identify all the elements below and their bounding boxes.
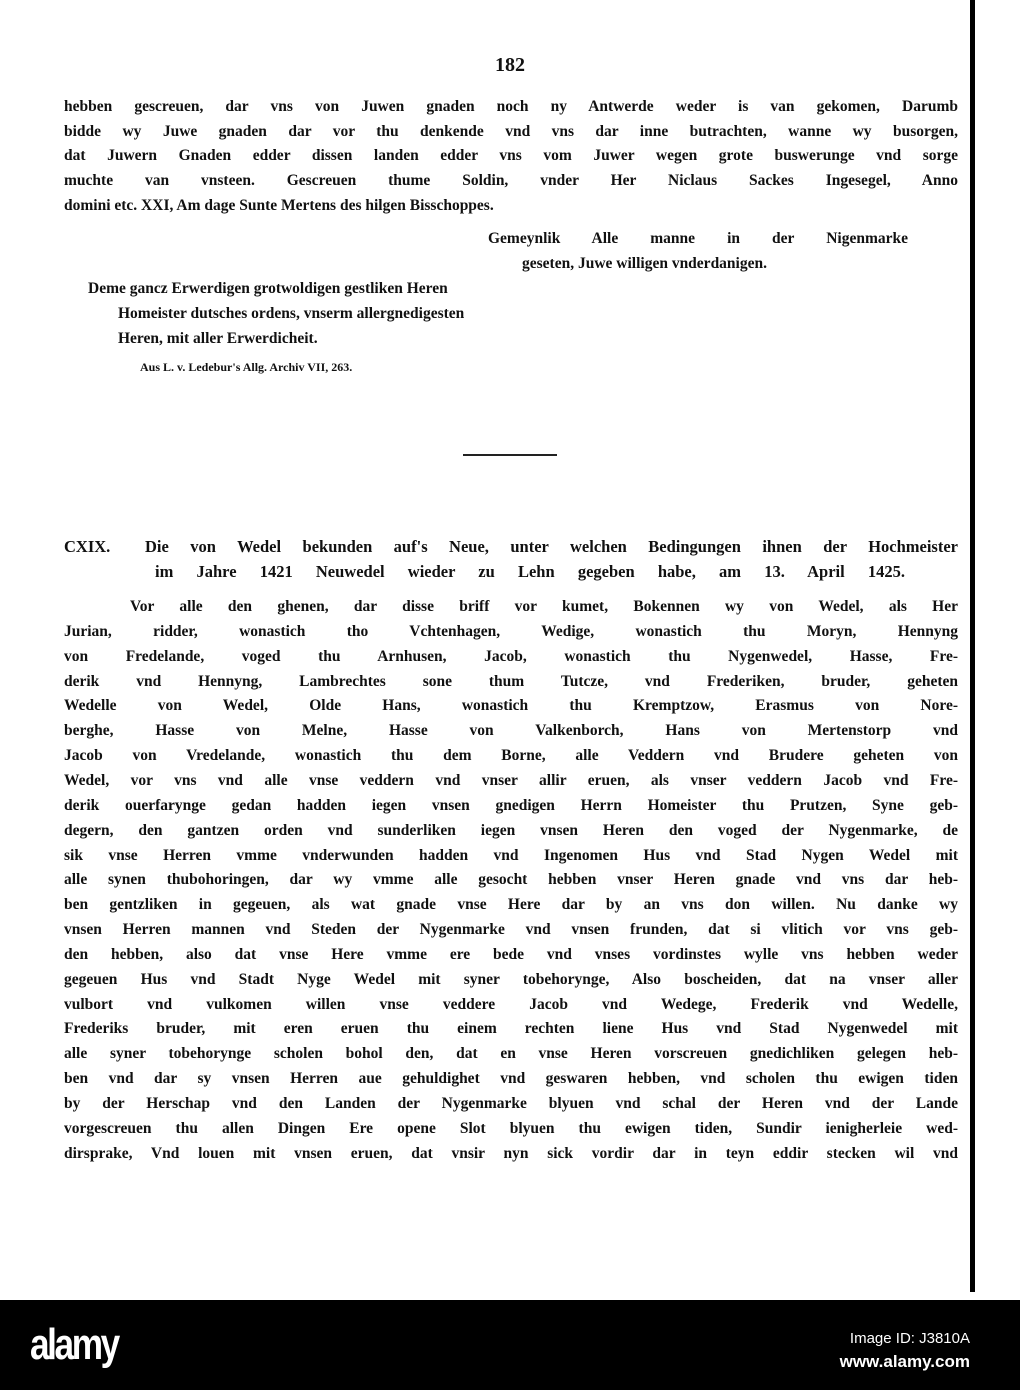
watermark-footer <box>0 1300 1020 1390</box>
page-edge-bar <box>970 0 975 1292</box>
alamy-logo: alamy <box>30 1320 118 1369</box>
text-line: Wedel, vor vns vnd alle vnse veddern vnd vnser allir eruen, als vnser veddern Jacob vnd Fre- <box>64 771 958 789</box>
text-line: by der Herschap vnd den Landen der Nygenmarke blyuen vnd schal der Heren vnd der Lande <box>64 1095 958 1112</box>
text-line: Deme gancz Erwerdigen grotwoldigen gestliken Heren <box>88 280 448 297</box>
text-line: muchte van vnsteen. Gescreuen thume Soldin, vnder Her Niclaus Sackes Ingesegel, Anno <box>64 172 958 190</box>
text-line: Heren, mit aller Erwerdicheit. <box>118 330 318 347</box>
text-line: ben gentzliken in gegeuen, als wat gnade vnse Here dar by an vns don willen. Nu danke wy <box>64 896 958 914</box>
text-line: derik ouerfarynge gedan hadden iegen vnsen gnedigen Herrn Homeister thu Prutzen, Syne geb- <box>64 796 958 814</box>
text-line: dat Juwern Gnaden edder dissen landen edder vns vom Juwer wegen grote buswerunge vnd sorge <box>64 147 958 165</box>
text-line: domini etc. XXI, Am dage Sunte Mertens des hilgen Bisschoppes. <box>64 196 494 214</box>
text-line: hebben gescreuen, dar vns von Juwen gnaden noch ny Antwerde weder is van gekomen, Darumb <box>64 98 958 115</box>
source-citation: Aus L. v. Ledebur's Allg. Archiv VII, 263. <box>140 360 353 374</box>
text-line: dirsprake, Vnd louen mit vnsen eruen, dat vnsir nyn sick vordir dar in teyn eddir stecken wil vnd <box>64 1144 958 1162</box>
text-line: Gemeynlik Alle manne in der Nigenmarke <box>488 230 908 247</box>
text-line: den hebben, also dat vnse Here vmme ere bede vnd vnses vordinstes wylle vns hebben weder <box>64 945 958 963</box>
site-url: www.alamy.com <box>839 1352 970 1371</box>
document-number: CXIX. <box>64 537 111 556</box>
text-line: vulbort vnd vulkomen willen vnse veddere Jacob vnd Wedege, Frederik vnd Wedelle, <box>64 995 958 1013</box>
text-line: Wedelle von Wedel, Olde Hans, wonastich thu Kremptzow, Erasmus von Nore- <box>64 697 958 715</box>
text-line: sik vnse Herren vmme vnderwunden hadden vnd Ingenomen Hus vnd Stad Nygen Wedel mit <box>64 846 958 864</box>
text-line: Vor alle den ghenen, dar disse briff vor kumet, Bokennen wy von Wedel, als Her <box>130 598 958 615</box>
text-line: Homeister dutsches ordens, vnserm allergnedigesten <box>118 305 465 322</box>
page-number: 182 <box>495 54 525 76</box>
text-line: degern, den gantzen orden vnd sunderliken iegen vnsen Heren den voged der Nygenmarke, de <box>64 821 958 839</box>
section-divider <box>463 454 557 456</box>
text-line: geseten, Juwe willigen vnderdanigen. <box>522 255 767 272</box>
text-line: Jacob von Vredelande, wonastich thu dem Borne, alle Veddern vnd Brudere geheten von <box>64 747 958 765</box>
text-line: alle synen thubohoringen, dar wy vmme alle gesocht hebben vnser Heren gnade vnd vns dar heb- <box>64 871 958 889</box>
text-line: vnsen Herren mannen vnd Steden der Nygenmarke vnd vnsen frunden, dat si vlitich vor vns geb- <box>64 921 958 939</box>
text-line: ben vnd dar sy vnsen Herren aue gehuldighet vnd geswaren hebben, vnd scholen thu ewigen tiden <box>64 1070 958 1088</box>
text-line: alle syner tobehorynge scholen bohol den, dat en vnse Heren vorscreuen gnedichliken gelegen heb- <box>64 1045 958 1063</box>
document-title-line-2: im Jahre 1421 Neuwedel wieder zu Lehn gegeben habe, am 13. April 1425. <box>155 562 905 581</box>
text-line: Jurian, ridder, wonastich tho Vchtenhagen, Wedige, wonastich thu Moryn, Hennyng <box>64 622 958 640</box>
text-line: berghe, Hasse von Melne, Hasse von Valkenborch, Hans von Mertenstorp vnd <box>64 722 958 740</box>
text-line: gegeuen Hus vnd Stadt Nyge Wedel mit syner tobehorynge, Also boscheiden, dat na vnser aller <box>64 970 958 988</box>
document-title-line-1: Die von Wedel bekunden auf's Neue, unter welchen Bedingungen ihnen der Hochmeister <box>145 537 958 556</box>
text-line: derik vnd Hennyng, Lambrechtes sone thum Tutcze, vnd Frederiken, bruder, geheten <box>64 672 958 690</box>
text-line: bidde wy Juwe gnaden dar vor thu denkende vnd vns dar inne butrachten, wanne wy busorgen, <box>64 122 958 140</box>
image-id: Image ID: J3810A <box>849 1330 970 1347</box>
text-line: Frederiks bruder, mit eren eruen thu einem rechten liene Hus vnd Stad Nygenwedel mit <box>64 1020 958 1038</box>
text-line: vorgescreuen thu allen Dingen Ere opene Slot blyuen thu ewigen tiden, Sundir ienigherleie wed- <box>64 1119 958 1137</box>
text-line: von Fredelande, voged thu Arnhusen, Jacob, wonastich thu Nygenwedel, Hasse, Fre- <box>64 647 958 665</box>
